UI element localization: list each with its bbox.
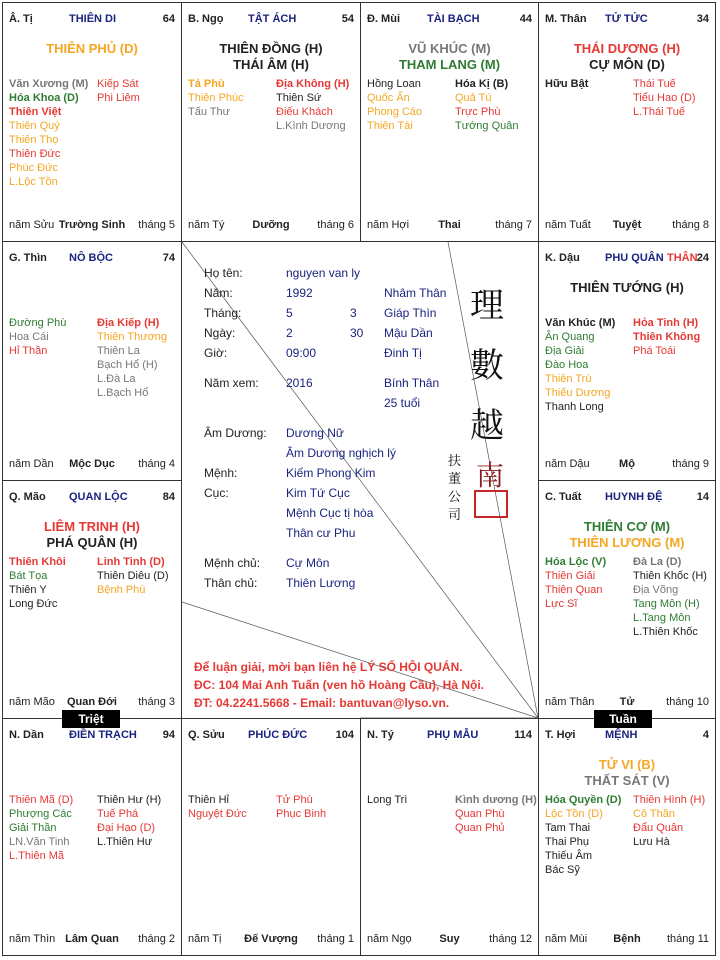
month-value: 5: [286, 306, 293, 320]
minor-star: Bạch Hổ (H): [97, 359, 158, 371]
main-star: LIÊM TRINH (H): [43, 519, 141, 534]
palace-number: 4: [702, 729, 709, 741]
left-stars: [188, 793, 247, 821]
minor-star: Thiên Thọ: [9, 134, 59, 146]
minor-star: Thiên Tài: [367, 120, 413, 132]
palace-branch: N. Dần: [9, 729, 44, 741]
right-stars: [97, 316, 167, 400]
palace-stage: Suy: [439, 933, 460, 945]
palace-month: tháng 3: [138, 696, 175, 708]
minor-star: Thiên Việt: [9, 106, 62, 118]
minor-star: Đà La (D): [633, 556, 682, 568]
palace-month: tháng 9: [672, 458, 709, 470]
minor-star: Tiểu Hao (D): [633, 92, 696, 104]
palace-ti: [2, 2, 182, 242]
seal-small-3: 公: [448, 490, 462, 505]
palace-header: [367, 729, 532, 743]
palace-number: 84: [162, 491, 175, 503]
minor-star: L.Tang Môn: [633, 612, 691, 624]
palace-name: MỆNH: [605, 729, 638, 741]
minor-star: Ân Quang: [545, 331, 595, 343]
minor-star: Thiên Sứ: [276, 92, 322, 104]
year-can: Nhâm Thân: [384, 286, 447, 300]
palace-header: [9, 729, 175, 743]
right-stars: [97, 555, 169, 597]
age: 25 tuổi: [384, 396, 421, 410]
palace-month: tháng 2: [138, 933, 175, 945]
minor-star: Phá Toái: [633, 345, 676, 357]
minor-star: Hỉ Thần: [9, 345, 48, 357]
minor-star: L.Kình Dương: [276, 120, 346, 132]
palace-stage: Mộ: [619, 458, 635, 470]
right-stars: [633, 793, 705, 849]
seal-small-1: 扶: [448, 454, 462, 469]
minor-star: Lưu Hà: [633, 836, 670, 848]
minor-star: Thiên Quý: [9, 120, 60, 132]
right-stars: [455, 77, 519, 133]
palace-number: 104: [335, 729, 354, 741]
seal-small-2: 董: [448, 472, 462, 487]
amduong-value: Dương Nữ: [286, 426, 344, 440]
view-label: Năm xem:: [204, 376, 259, 390]
palace-branch: Đ. Mùi: [367, 13, 400, 25]
palace-number: 24: [696, 252, 709, 264]
right-stars: [633, 77, 696, 119]
minor-star: Phúc Đức: [9, 162, 58, 174]
left-stars: [9, 316, 66, 358]
menh-value: Kiếm Phong Kim: [286, 466, 376, 480]
palace-name: HUYNH ĐỆ: [605, 491, 663, 503]
palace-year: năm Tý: [188, 219, 225, 231]
right-stars: [276, 793, 326, 821]
minor-star: Hoa Cái: [9, 331, 49, 343]
advert-line-1: Để luận giải, mời bạn liên hệ LÝ SỐ HỘI QUÁN.: [194, 660, 463, 674]
minor-star: Bác Sỹ: [545, 864, 580, 876]
palace-footer: [188, 219, 354, 233]
palace-ty: [360, 718, 539, 956]
main-star: THAM LANG (M): [398, 57, 501, 72]
month-can: Giáp Thìn: [384, 306, 437, 320]
left-stars: [545, 77, 588, 91]
left-stars: [367, 793, 407, 807]
advert-line-2: ĐC: 104 Mai Anh Tuấn (ven hồ Hoàng Cầu), Hà Nội.: [194, 678, 485, 692]
main-star: THÁI ÂM (H): [233, 57, 309, 72]
palace-footer: [545, 696, 709, 710]
minor-star: Đường Phù: [9, 317, 67, 329]
minor-star: Đại Hao (D): [97, 822, 156, 834]
minor-star: Thiên Y: [9, 584, 47, 596]
minor-star: Thiên Khốc (H): [633, 570, 707, 582]
palace-month: tháng 5: [138, 219, 175, 231]
palace-mui: [360, 2, 539, 242]
minor-star: Phi Liêm: [97, 92, 140, 104]
main-star: TỬ VI (B): [598, 757, 656, 772]
palace-name: ĐIỀN TRẠCH: [69, 729, 137, 741]
minor-star: Thiên Trù: [545, 373, 592, 385]
year-label: Năm:: [204, 286, 233, 300]
minor-star: Phục Binh: [276, 808, 327, 820]
horoscope-chart: [2, 2, 716, 956]
right-stars: [276, 77, 349, 133]
minor-star: Bát Tọa: [9, 570, 48, 582]
palace-month: tháng 11: [666, 933, 709, 945]
minor-star: Đào Hoa: [545, 359, 589, 371]
menhchu-label: Mệnh chủ:: [204, 556, 261, 570]
main-star: THIÊN PHỦ (D): [46, 41, 138, 56]
minor-star: Đẩu Quân: [633, 822, 684, 834]
left-stars: [9, 555, 66, 611]
palace-branch: Q. Mão: [9, 491, 46, 503]
minor-star: Tấu Thư: [188, 106, 231, 118]
palace-stage: Tuyệt: [612, 219, 642, 231]
minor-star: L.Thái Tuế: [633, 106, 685, 118]
palace-number: 54: [341, 13, 354, 25]
left-stars: [367, 77, 422, 133]
palace-name: TẬT ÁCH: [248, 13, 297, 25]
minor-star: Địa Kiếp (H): [97, 317, 160, 329]
minor-star: Thai Phụ: [545, 836, 590, 848]
year-value: 1992: [286, 286, 313, 300]
minor-star: Văn Xương (M): [9, 78, 89, 90]
cuc-value-2: Mệnh Cục tị hòa: [286, 506, 374, 520]
palace-number: 14: [696, 491, 709, 503]
minor-star: Địa Giải: [545, 345, 585, 357]
palace-footer: [9, 458, 175, 472]
seal-small-4: 司: [448, 508, 462, 523]
palace-stage: Trường Sinh: [58, 219, 126, 231]
main-star: VŨ KHÚC (M): [408, 41, 491, 56]
month-lunar: 3: [350, 306, 357, 320]
minor-star: Quan Phủ: [455, 822, 505, 834]
palace-stage: Tử: [619, 696, 635, 708]
minor-star: Cô Thần: [633, 808, 675, 820]
day-can: Mậu Dần: [384, 326, 433, 340]
palace-month: tháng 6: [317, 219, 354, 231]
minor-star: LN.Văn Tinh: [9, 836, 70, 848]
right-stars: [633, 555, 707, 639]
palace-name: PHU QUÂN: [605, 252, 664, 264]
calligraphy-char-4: 南: [476, 459, 505, 492]
minor-star: L.Thiên Mã: [9, 850, 65, 862]
hour-can: Đinh Tị: [384, 346, 422, 360]
palace-footer: [188, 933, 354, 947]
palace-year: năm Dần: [9, 458, 54, 470]
palace-year: năm Thân: [545, 696, 595, 708]
palace-number: 74: [162, 252, 175, 264]
palace-month: tháng 12: [489, 933, 532, 945]
palace-name: NÔ BỘC: [69, 252, 113, 264]
palace-suu: [181, 718, 361, 956]
minor-star: Thiên Khôi: [9, 556, 66, 568]
palace-year: năm Thìn: [9, 933, 56, 945]
main-star: THIÊN CƠ (M): [583, 519, 671, 534]
minor-star: Thiên Không: [633, 331, 701, 343]
palace-header: [367, 13, 532, 27]
palace-header: [545, 729, 709, 743]
palace-branch: K. Dậu: [545, 252, 580, 264]
minor-star: Quả Tú: [455, 92, 492, 104]
minor-star: Điếu Khách: [276, 106, 333, 118]
minor-star: L.Bạch Hổ: [97, 387, 149, 399]
minor-star: Thiên Hình (H): [633, 794, 706, 806]
month-label: Tháng:: [204, 306, 242, 320]
palace-year: năm Ngọ: [367, 933, 412, 945]
minor-star: Lực Sĩ: [545, 598, 578, 610]
palace-name: TỬ TỨC: [605, 13, 648, 25]
calligraphy-char-1: 理: [470, 286, 504, 326]
palace-thin: [2, 241, 182, 481]
palace-month: tháng 1: [317, 933, 354, 945]
palace-branch: M. Thân: [545, 13, 587, 25]
minor-star: Giải Thần: [9, 822, 57, 834]
left-stars: [9, 77, 88, 189]
palace-month: tháng 8: [672, 219, 709, 231]
calligraphy-char-2: 數: [470, 346, 504, 386]
day-lunar: 30: [350, 326, 364, 340]
hour-label: Giờ:: [204, 346, 228, 360]
palace-branch: C. Tuất: [545, 491, 582, 503]
main-star: THIÊN LƯƠNG (M): [569, 535, 685, 550]
thanchu-value: Thiên Lương: [286, 576, 356, 590]
left-stars: [188, 77, 244, 119]
palace-footer: [9, 933, 175, 947]
palace-header: [545, 491, 709, 505]
left-stars: [545, 793, 621, 877]
minor-star: Long Đức: [9, 598, 58, 610]
minor-star: Thiên Quan: [545, 584, 603, 596]
palace-year: năm Tị: [188, 933, 222, 945]
palace-stage: Đế Vượng: [244, 933, 298, 945]
palace-ngo: [181, 2, 361, 242]
main-star: THÁI DƯƠNG (H): [573, 41, 681, 56]
main-star: THẤT SÁT (V): [584, 773, 670, 788]
palace-branch: G. Thìn: [9, 252, 47, 264]
cuc-label: Cục:: [204, 486, 229, 500]
red-stamp: [474, 490, 508, 518]
palace-hoi: [538, 718, 716, 956]
palace-branch: B. Ngọ: [188, 13, 224, 25]
minor-star: Phượng Các: [9, 808, 72, 820]
triet-tag: Triệt: [62, 710, 120, 728]
palace-footer: [9, 219, 175, 233]
minor-star: Trực Phù: [455, 106, 501, 118]
minor-star: Long Trì: [367, 794, 408, 806]
minor-star: Thiên Phúc: [188, 92, 244, 104]
palace-tuat: [538, 480, 716, 719]
name-label: Họ tên:: [204, 266, 243, 280]
thanchu-label: Thân chủ:: [204, 576, 258, 590]
minor-star: Hóa Lộc (V): [545, 556, 607, 568]
palace-name: THIÊN DI: [69, 13, 117, 25]
palace-footer: [9, 696, 175, 710]
minor-star: Thiếu Dương: [545, 387, 611, 399]
minor-star: Tam Thai: [545, 822, 591, 834]
palace-stage: Lâm Quan: [65, 933, 119, 945]
palace-name: PHỤ MẪU: [427, 729, 479, 741]
name-value: nguyen van ly: [286, 266, 361, 280]
minor-star: Địa Không (H): [276, 78, 350, 90]
main-star: THIÊN TƯỚNG (H): [570, 280, 684, 295]
palace-year: năm Tuất: [545, 219, 591, 231]
palace-name: TÀI BẠCH: [427, 13, 480, 25]
palace-year: năm Mão: [9, 696, 55, 708]
palace-header: [9, 252, 175, 266]
palace-month: tháng 7: [495, 219, 532, 231]
day-value: 2: [286, 326, 293, 340]
palace-than-marker: THÂN: [667, 252, 698, 264]
minor-star: Quốc Ấn: [367, 92, 410, 104]
minor-star: Nguyệt Đức: [188, 808, 247, 820]
right-stars: [633, 316, 700, 358]
minor-star: Tướng Quân: [455, 120, 519, 132]
minor-star: Hóa Khoa (D): [9, 92, 79, 104]
calligraphy-char-3: 越: [470, 406, 504, 446]
hour-value: 09:00: [286, 346, 317, 360]
minor-star: Tuế Phá: [97, 808, 139, 820]
amduong-label: Âm Dương:: [204, 426, 267, 440]
palace-footer: [545, 933, 709, 947]
palace-stage: Thai: [438, 219, 461, 231]
minor-star: Linh Tinh (D): [97, 556, 165, 568]
palace-branch: N. Tý: [367, 729, 394, 741]
palace-header: [9, 491, 175, 505]
tuan-tag: Tuần: [594, 710, 652, 728]
palace-year: năm Hợi: [367, 219, 410, 231]
minor-star: Hữu Bật: [545, 78, 589, 90]
minor-star: Thái Tuế: [633, 78, 676, 90]
minor-star: Phong Cáo: [367, 106, 423, 118]
palace-footer: [545, 458, 709, 472]
palace-stage: Dưỡng: [252, 219, 290, 231]
palace-dan: [2, 718, 182, 956]
minor-star: Thiên Mã (D): [9, 794, 74, 806]
minor-star: Kình dương (H): [455, 794, 537, 806]
left-stars: [545, 555, 606, 611]
minor-star: Hỏa Tinh (H): [633, 317, 699, 329]
minor-star: Kiếp Sát: [97, 78, 139, 90]
right-stars: [97, 77, 140, 105]
palace-branch: T. Hợi: [545, 729, 576, 741]
palace-number: 114: [514, 729, 532, 741]
minor-star: Thiên Diêu (D): [97, 570, 169, 582]
minor-star: Thiên Hư (H): [97, 794, 162, 806]
left-stars: [545, 316, 615, 414]
amduong-value-2: Âm Dương nghịch lý: [286, 446, 396, 460]
palace-year: năm Sửu: [9, 219, 55, 231]
palace-header: [188, 729, 354, 743]
day-label: Ngày:: [204, 326, 236, 340]
palace-stage: Bệnh: [613, 933, 641, 945]
cuc-value-3: Thân cư Phu: [286, 526, 356, 540]
minor-star: L.Thiên Hư: [97, 836, 153, 848]
palace-number: 44: [519, 13, 532, 25]
minor-star: Bệnh Phù: [97, 584, 146, 596]
palace-month: tháng 10: [666, 696, 709, 708]
main-star: THIÊN ĐỒNG (H): [219, 41, 323, 56]
minor-star: Tử Phù: [276, 794, 313, 806]
center-panel: [182, 242, 538, 718]
minor-star: Địa Võng: [633, 584, 679, 596]
left-stars: [9, 793, 73, 863]
palace-dau: [538, 241, 716, 481]
minor-star: Quan Phù: [455, 808, 505, 820]
palace-branch: Q. Sửu: [188, 729, 225, 741]
right-stars: [97, 793, 161, 849]
palace-number: 94: [162, 729, 175, 741]
minor-star: Thiên Giải: [545, 570, 596, 582]
palace-mao: [2, 480, 182, 719]
minor-star: Thiên Đức: [9, 148, 61, 160]
palace-number: 34: [696, 13, 709, 25]
palace-year: năm Dậu: [545, 458, 590, 470]
menh-label: Mệnh:: [204, 466, 238, 480]
minor-star: Hóa Quyền (D): [545, 794, 622, 806]
palace-header: [9, 13, 175, 27]
palace-number: 64: [162, 13, 175, 25]
main-star: CỰ MÔN (D): [589, 57, 665, 72]
palace-stage: Mộc Dục: [69, 458, 115, 470]
palace-name: PHÚC ĐỨC: [248, 729, 308, 741]
menhchu-value: Cự Môn: [286, 556, 330, 570]
view-can: Bính Thân: [384, 376, 440, 390]
minor-star: Thiếu Âm: [545, 850, 593, 862]
minor-star: Tả Phù: [188, 78, 225, 90]
main-star: PHÁ QUÂN (H): [46, 535, 138, 550]
minor-star: Văn Khúc (M): [545, 317, 616, 329]
advert-line-3: ĐT: 04.2241.5668 - Email: bantuvan@lyso.vn.: [194, 696, 450, 710]
minor-star: Thiên La: [97, 345, 140, 357]
minor-star: L.Đà La: [97, 373, 136, 385]
palace-than: [538, 2, 716, 242]
palace-year: năm Mùi: [545, 933, 588, 945]
palace-header: [545, 252, 709, 266]
palace-footer: [545, 219, 709, 233]
minor-star: Thanh Long: [545, 401, 604, 413]
palace-header: [188, 13, 354, 27]
palace-name: QUAN LỘC: [69, 491, 128, 503]
minor-star: L.Lộc Tồn: [9, 176, 58, 188]
cuc-value: Kim Tứ Cục: [286, 486, 350, 500]
minor-star: L.Thiên Khốc: [633, 626, 698, 638]
palace-branch: Â. Tị: [9, 13, 33, 25]
view-year: 2016: [286, 376, 313, 390]
right-stars: [455, 793, 537, 835]
palace-header: [545, 13, 709, 27]
palace-month: tháng 4: [138, 458, 175, 470]
minor-star: Thiên Hỉ: [188, 794, 229, 806]
palace-footer: [367, 933, 532, 947]
minor-star: Hóa Kị (B): [455, 78, 509, 90]
minor-star: Tang Môn (H): [633, 598, 700, 610]
minor-star: Lộc Tồn (D): [545, 808, 603, 820]
minor-star: Thiên Thương: [97, 331, 168, 343]
palace-footer: [367, 219, 532, 233]
palace-stage: Quan Đới: [67, 696, 117, 708]
minor-star: Hồng Loan: [367, 78, 421, 90]
